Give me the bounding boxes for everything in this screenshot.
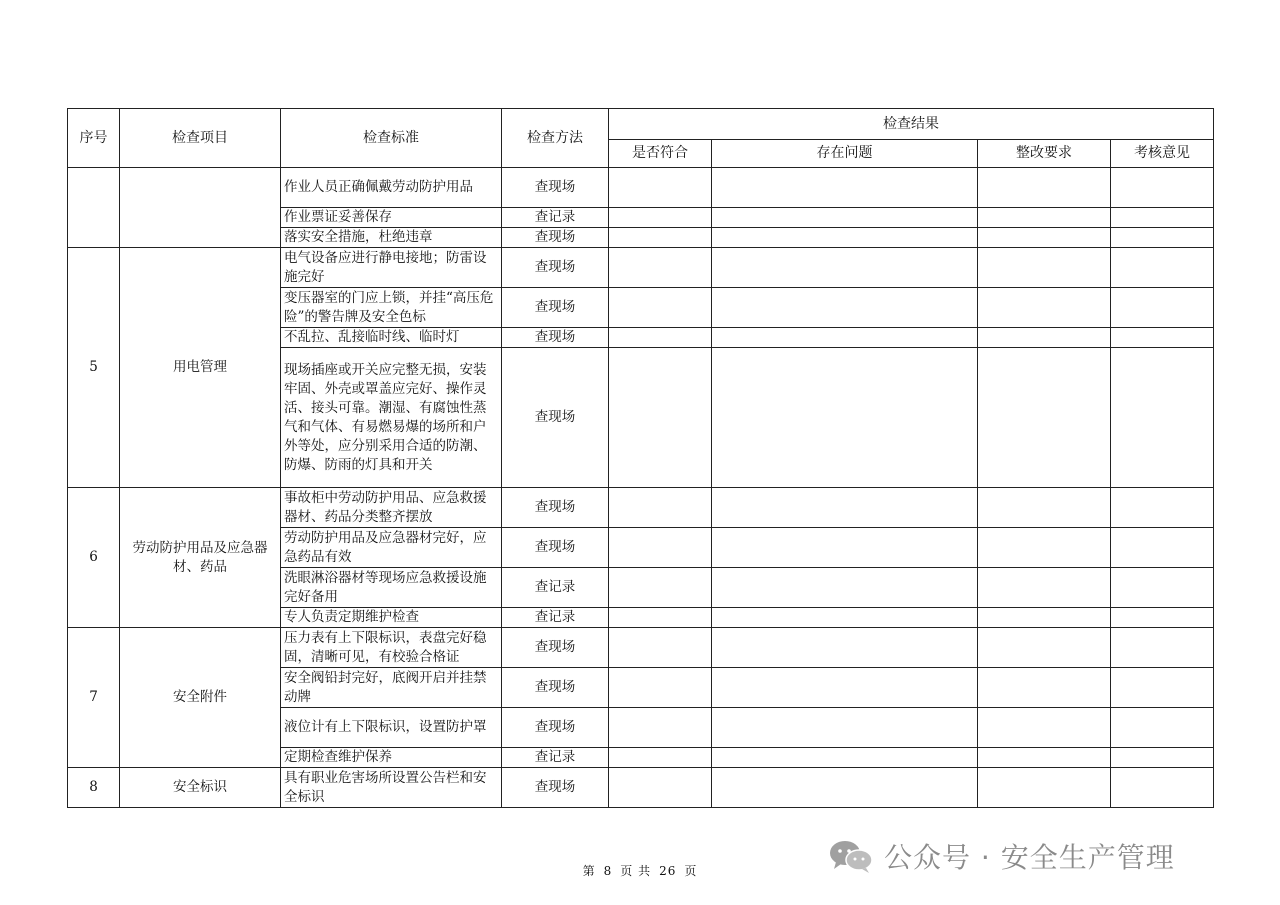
method-cell: 查现场 — [502, 288, 609, 328]
item-cell: 劳动防护用品及应急器材、药品 — [120, 488, 281, 628]
rectify-cell[interactable] — [978, 168, 1111, 208]
standard-cell: 变压器室的门应上锁，并挂“高压危险”的警告牌及安全色标 — [281, 288, 502, 328]
assess-cell[interactable] — [1111, 708, 1214, 748]
standard-cell: 事故柜中劳动防护用品、应急救援器材、药品分类整齐摆放 — [281, 488, 502, 528]
rectify-cell[interactable] — [978, 568, 1111, 608]
conform-cell[interactable] — [609, 768, 712, 808]
header-seq: 序号 — [68, 109, 120, 168]
method-cell: 查记录 — [502, 748, 609, 768]
header-conform: 是否符合 — [609, 140, 712, 168]
assess-cell[interactable] — [1111, 288, 1214, 328]
rectify-cell[interactable] — [978, 748, 1111, 768]
method-cell: 查记录 — [502, 568, 609, 608]
table-row — [68, 168, 1214, 208]
header-item: 检查项目 — [120, 109, 281, 168]
problem-cell[interactable] — [712, 668, 978, 708]
problem-cell[interactable] — [712, 628, 978, 668]
assess-cell[interactable] — [1111, 248, 1214, 288]
problem-cell[interactable] — [712, 248, 978, 288]
rectify-cell[interactable] — [978, 768, 1111, 808]
rectify-cell[interactable] — [978, 288, 1111, 328]
page-prefix: 第 — [582, 864, 596, 878]
standard-cell: 洗眼淋浴器材等现场应急救援设施完好备用 — [281, 568, 502, 608]
assess-cell[interactable] — [1111, 608, 1214, 628]
method-cell: 查记录 — [502, 608, 609, 628]
method-cell: 查现场 — [502, 228, 609, 248]
header-standard: 检查标准 — [281, 109, 502, 168]
seq-cell — [68, 168, 120, 248]
assess-cell[interactable] — [1111, 488, 1214, 528]
item-cell — [120, 168, 281, 248]
wechat-icon — [828, 838, 874, 874]
item-cell: 安全附件 — [120, 628, 281, 768]
conform-cell[interactable] — [609, 528, 712, 568]
watermark — [828, 836, 1175, 876]
problem-cell[interactable] — [712, 168, 978, 208]
conform-cell[interactable] — [609, 228, 712, 248]
method-cell: 查现场 — [502, 768, 609, 808]
method-cell: 查现场 — [502, 348, 609, 488]
conform-cell[interactable] — [609, 628, 712, 668]
method-cell: 查现场 — [502, 668, 609, 708]
inspection-table — [67, 108, 1214, 808]
header-method: 检查方法 — [502, 109, 609, 168]
rectify-cell[interactable] — [978, 328, 1111, 348]
assess-cell[interactable] — [1111, 208, 1214, 228]
problem-cell[interactable] — [712, 568, 978, 608]
header-problem: 存在问题 — [712, 140, 978, 168]
page-mid: 页 共 — [620, 864, 652, 878]
problem-cell[interactable] — [712, 228, 978, 248]
standard-cell: 作业票证妥善保存 — [281, 208, 502, 228]
standard-cell: 具有职业危害场所设置公告栏和安全标识 — [281, 768, 502, 808]
table-row — [68, 628, 1214, 668]
standard-cell: 安全阀铅封完好，底阀开启并挂禁动牌 — [281, 668, 502, 708]
conform-cell[interactable] — [609, 348, 712, 488]
problem-cell[interactable] — [712, 328, 978, 348]
standard-cell: 作业人员正确佩戴劳动防护用品 — [281, 168, 502, 208]
method-cell: 查现场 — [502, 628, 609, 668]
assess-cell[interactable] — [1111, 528, 1214, 568]
problem-cell[interactable] — [712, 708, 978, 748]
conform-cell[interactable] — [609, 708, 712, 748]
conform-cell[interactable] — [609, 488, 712, 528]
rectify-cell[interactable] — [978, 488, 1111, 528]
standard-cell: 不乱拉、乱接临时线、临时灯 — [281, 328, 502, 348]
conform-cell[interactable] — [609, 168, 712, 208]
standard-cell: 电气设备应进行静电接地；防雷设施完好 — [281, 248, 502, 288]
table-row — [68, 768, 1214, 808]
rectify-cell[interactable] — [978, 208, 1111, 228]
watermark-text: 公众号 · 安全生产管理 — [884, 841, 1175, 874]
conform-cell[interactable] — [609, 248, 712, 288]
problem-cell[interactable] — [712, 208, 978, 228]
rectify-cell[interactable] — [978, 528, 1111, 568]
conform-cell[interactable] — [609, 608, 712, 628]
standard-cell: 劳动防护用品及应急器材完好，应急药品有效 — [281, 528, 502, 568]
table-row — [68, 488, 1214, 528]
standard-cell: 落实安全措施，杜绝违章 — [281, 228, 502, 248]
seq-cell: 7 — [68, 628, 120, 768]
method-cell: 查现场 — [502, 168, 609, 208]
standard-cell: 定期检查维护保养 — [281, 748, 502, 768]
conform-cell[interactable] — [609, 748, 712, 768]
assess-cell[interactable] — [1111, 748, 1214, 768]
rectify-cell[interactable] — [978, 628, 1111, 668]
assess-cell[interactable] — [1111, 628, 1214, 668]
conform-cell[interactable] — [609, 568, 712, 608]
rectify-cell[interactable] — [978, 708, 1111, 748]
method-cell: 查现场 — [502, 328, 609, 348]
item-cell: 用电管理 — [120, 248, 281, 488]
conform-cell[interactable] — [609, 208, 712, 228]
assess-cell[interactable] — [1111, 348, 1214, 488]
method-cell: 查现场 — [502, 248, 609, 288]
assess-cell[interactable] — [1111, 668, 1214, 708]
problem-cell[interactable] — [712, 288, 978, 328]
header-assess: 考核意见 — [1111, 140, 1214, 168]
problem-cell[interactable] — [712, 608, 978, 628]
rectify-cell[interactable] — [978, 248, 1111, 288]
problem-cell[interactable] — [712, 748, 978, 768]
rectify-cell[interactable] — [978, 608, 1111, 628]
rectify-cell[interactable] — [978, 348, 1111, 488]
seq-cell: 6 — [68, 488, 120, 628]
assess-cell[interactable] — [1111, 568, 1214, 608]
page-current: 8 — [603, 864, 613, 878]
table-row — [68, 248, 1214, 288]
item-cell: 安全标识 — [120, 768, 281, 808]
standard-cell: 专人负责定期维护检查 — [281, 608, 502, 628]
rectify-cell[interactable] — [978, 228, 1111, 248]
problem-cell[interactable] — [712, 488, 978, 528]
standard-cell: 液位计有上下限标识，设置防护罩 — [281, 708, 502, 748]
standard-cell: 现场插座或开关应完整无损，安装牢固、外壳或罩盖应完好、操作灵活、接头可靠。潮湿、有腐蚀性蒸气和气体、有易燃易爆的场所和户外等处，应分别采用合适的防潮、防爆、防雨的灯具和开关 — [281, 348, 502, 488]
problem-cell[interactable] — [712, 348, 978, 488]
conform-cell[interactable] — [609, 328, 712, 348]
method-cell: 查现场 — [502, 708, 609, 748]
rectify-cell[interactable] — [978, 668, 1111, 708]
standard-cell: 压力表有上下限标识，表盘完好稳固，清晰可见，有校验合格证 — [281, 628, 502, 668]
problem-cell[interactable] — [712, 528, 978, 568]
seq-cell: 8 — [68, 768, 120, 808]
assess-cell[interactable] — [1111, 328, 1214, 348]
assess-cell[interactable] — [1111, 168, 1214, 208]
method-cell: 查现场 — [502, 488, 609, 528]
page-suffix: 页 — [684, 864, 698, 878]
assess-cell[interactable] — [1111, 228, 1214, 248]
seq-cell: 5 — [68, 248, 120, 488]
assess-cell[interactable] — [1111, 768, 1214, 808]
method-cell: 查记录 — [502, 208, 609, 228]
conform-cell[interactable] — [609, 288, 712, 328]
problem-cell[interactable] — [712, 768, 978, 808]
page-total: 26 — [659, 864, 677, 878]
header-result-group: 检查结果 — [609, 109, 1214, 140]
table-body — [68, 168, 1214, 808]
header-rectify: 整改要求 — [978, 140, 1111, 168]
conform-cell[interactable] — [609, 668, 712, 708]
method-cell: 查现场 — [502, 528, 609, 568]
